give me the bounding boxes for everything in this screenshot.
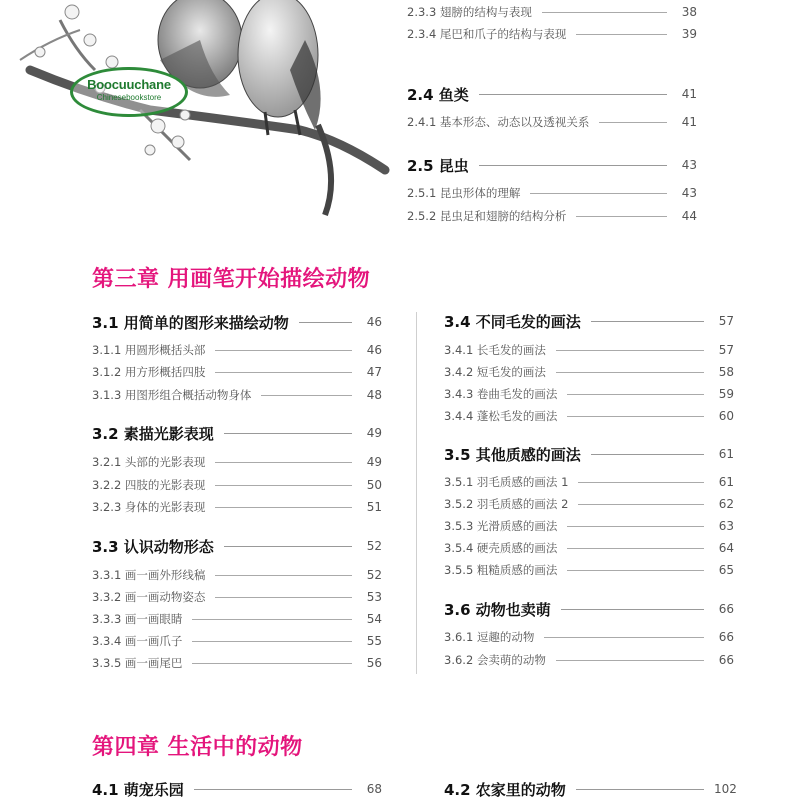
chapter-3-title: 第三章 用画笔开始描绘动物 — [92, 267, 371, 292]
toc-subentry[interactable] — [444, 628, 734, 646]
subentry-page: 66 — [718, 653, 734, 667]
subentry-title: 2.3.4 尾巴和爪子的结构与表现 — [407, 27, 567, 41]
subentry-page: 41 — [681, 115, 697, 129]
leader-line — [215, 350, 352, 351]
subentry-page: 63 — [718, 519, 734, 533]
leader-line — [576, 789, 704, 790]
subentry-page: 47 — [366, 365, 382, 379]
leader-line — [215, 462, 352, 463]
subentry-page: 39 — [681, 27, 697, 41]
section-page: 61 — [718, 447, 734, 461]
section-page: 41 — [681, 87, 697, 101]
subentry-title: 3.4.4 蓬松毛发的画法 — [444, 409, 558, 423]
toc-section-3-3[interactable] — [92, 535, 382, 557]
toc-subentry[interactable] — [92, 610, 382, 628]
subentry-page: 56 — [366, 656, 382, 670]
leader-line — [556, 372, 704, 373]
toc-section-3-6[interactable] — [444, 598, 734, 620]
toc-subentry[interactable] — [92, 386, 382, 404]
toc-subentry[interactable] — [407, 207, 697, 225]
subentry-title: 3.2.2 四肢的光影表现 — [92, 478, 206, 492]
leader-line — [544, 637, 704, 638]
section-title: 3.6 动物也卖萌 — [444, 600, 551, 619]
section-page: 49 — [366, 426, 382, 440]
subentry-page: 51 — [366, 500, 382, 514]
leader-line — [215, 372, 352, 373]
leader-line — [192, 619, 352, 620]
leader-line — [561, 609, 704, 610]
subentry-title: 3.3.5 画一画尾巴 — [92, 656, 183, 670]
leader-line — [591, 454, 704, 455]
subentry-title: 3.4.2 短毛发的画法 — [444, 365, 546, 379]
leader-line — [224, 433, 352, 434]
subentry-title: 3.2.3 身体的光影表现 — [92, 500, 206, 514]
subentry-title: 3.3.3 画一画眼睛 — [92, 612, 183, 626]
watermark-line1: Boocuuchane — [87, 77, 171, 92]
subentry-title: 3.4.3 卷曲毛发的画法 — [444, 387, 558, 401]
leader-line — [578, 504, 704, 505]
toc-section-3-4[interactable] — [444, 310, 734, 332]
leader-line — [576, 34, 667, 35]
section-page: 102 — [714, 782, 737, 796]
bird-illustration — [0, 0, 395, 230]
leader-line — [192, 641, 352, 642]
subentry-page: 43 — [681, 186, 697, 200]
section-page: 43 — [681, 158, 697, 172]
leader-line — [479, 165, 667, 166]
toc-subentry[interactable] — [444, 495, 734, 513]
subentry-page: 59 — [718, 387, 734, 401]
toc-section-4-1[interactable] — [92, 778, 382, 800]
section-title: 2.4 鱼类 — [407, 85, 469, 104]
subentry-page: 65 — [718, 563, 734, 577]
birds-sketch — [0, 0, 395, 230]
section-page: 66 — [718, 602, 734, 616]
toc-subentry[interactable] — [92, 588, 382, 606]
toc-section-3-1[interactable] — [92, 311, 382, 333]
leader-line — [215, 597, 352, 598]
subentry-title: 2.5.1 昆虫形体的理解 — [407, 186, 521, 200]
section-title: 3.2 素描光影表现 — [92, 424, 214, 443]
leader-line — [224, 546, 352, 547]
subentry-title: 3.5.5 粗糙质感的画法 — [444, 563, 558, 577]
leader-line — [194, 789, 352, 790]
toc-subentry[interactable] — [407, 184, 697, 202]
section-title: 3.5 其他质感的画法 — [444, 445, 581, 464]
subentry-title: 3.1.2 用方形概括四肢 — [92, 365, 206, 379]
subentry-title: 3.5.3 光滑质感的画法 — [444, 519, 558, 533]
leader-line — [556, 660, 704, 661]
toc-subentry[interactable] — [444, 407, 734, 425]
subentry-title: 3.5.4 硬壳质感的画法 — [444, 541, 558, 555]
section-title: 4.1 萌宠乐园 — [92, 780, 184, 799]
leader-line — [567, 570, 704, 571]
subentry-page: 50 — [366, 478, 382, 492]
subentry-title: 3.4.1 长毛发的画法 — [444, 343, 546, 357]
toc-subentry[interactable] — [444, 651, 734, 669]
leader-line — [567, 416, 704, 417]
section-page: 57 — [718, 314, 734, 328]
subentry-title: 3.2.1 头部的光影表现 — [92, 455, 206, 469]
leader-line — [192, 663, 352, 664]
subentry-title: 3.1.3 用图形组合概括动物身体 — [92, 388, 252, 402]
leader-line — [479, 94, 667, 95]
section-title: 3.1 用简单的图形来描绘动物 — [92, 313, 289, 332]
leader-line — [215, 485, 352, 486]
subentry-page: 58 — [718, 365, 734, 379]
toc-subentry[interactable] — [92, 498, 382, 516]
subentry-title: 2.3.3 翅膀的结构与表现 — [407, 5, 532, 19]
leader-line — [215, 575, 352, 576]
subentry-title: 3.3.4 画一画爪子 — [92, 634, 183, 648]
subentry-page: 57 — [718, 343, 734, 357]
toc-subentry[interactable] — [92, 566, 382, 584]
toc-subentry[interactable] — [92, 363, 382, 381]
subentry-title: 3.5.1 羽毛质感的画法 1 — [444, 475, 569, 489]
subentry-page: 60 — [718, 409, 734, 423]
toc-subentry[interactable] — [92, 341, 382, 359]
toc-subentry[interactable] — [407, 3, 697, 21]
subentry-title: 2.4.1 基本形态、动态以及透视关系 — [407, 115, 590, 129]
toc-section-3-5[interactable] — [444, 443, 734, 465]
subentry-page: 55 — [366, 634, 382, 648]
toc-subentry[interactable] — [92, 654, 382, 672]
toc-section-2-5[interactable] — [407, 154, 697, 176]
toc-subentry[interactable] — [407, 113, 697, 131]
subentry-page: 66 — [718, 630, 734, 644]
leader-line — [261, 395, 352, 396]
leader-line — [576, 216, 667, 217]
toc-section-2-4[interactable] — [407, 83, 697, 105]
leader-line — [215, 507, 352, 508]
leader-line — [578, 482, 704, 483]
toc-subentry[interactable] — [92, 453, 382, 471]
toc-subentry[interactable] — [92, 476, 382, 494]
toc-subentry[interactable] — [444, 517, 734, 535]
bookstore-watermark-logo — [70, 67, 188, 117]
subentry-title: 3.6.2 会卖萌的动物 — [444, 653, 546, 667]
subentry-title: 3.5.2 羽毛质感的画法 2 — [444, 497, 569, 511]
subentry-page: 46 — [366, 343, 382, 357]
column-divider — [416, 312, 417, 674]
section-page: 68 — [366, 782, 382, 796]
toc-section-3-2[interactable] — [92, 422, 382, 444]
chapter-4-title: 第四章 生活中的动物 — [92, 735, 303, 760]
subentry-page: 62 — [718, 497, 734, 511]
subentry-page: 49 — [366, 455, 382, 469]
toc-subentry[interactable] — [444, 561, 734, 579]
toc-section-4-2[interactable] — [444, 778, 737, 800]
subentry-page: 53 — [366, 590, 382, 604]
section-page: 52 — [366, 539, 382, 553]
toc-subentry[interactable] — [444, 539, 734, 557]
leader-line — [556, 350, 704, 351]
subentry-page: 54 — [366, 612, 382, 626]
leader-line — [567, 394, 704, 395]
section-title: 3.4 不同毛发的画法 — [444, 312, 581, 331]
subentry-title: 2.5.2 昆虫足和翅膀的结构分析 — [407, 209, 567, 223]
subentry-page: 38 — [681, 5, 697, 19]
subentry-page: 61 — [718, 475, 734, 489]
toc-subentry[interactable] — [444, 385, 734, 403]
subentry-page: 52 — [366, 568, 382, 582]
watermark-line2: Chinesebookstore — [96, 93, 162, 102]
subentry-title: 3.1.1 用圆形概括头部 — [92, 343, 206, 357]
toc-subentry[interactable] — [444, 473, 734, 491]
leader-line — [567, 526, 704, 527]
leader-line — [542, 12, 667, 13]
toc-subentry[interactable] — [444, 363, 734, 381]
subentry-page: 44 — [681, 209, 697, 223]
toc-subentry[interactable] — [92, 632, 382, 650]
toc-subentry[interactable] — [444, 341, 734, 359]
section-title: 2.5 昆虫 — [407, 156, 469, 175]
leader-line — [530, 193, 667, 194]
leader-line — [567, 548, 704, 549]
section-title: 3.3 认识动物形态 — [92, 537, 214, 556]
subentry-title: 3.6.1 逗趣的动物 — [444, 630, 535, 644]
section-title: 4.2 农家里的动物 — [444, 780, 566, 799]
leader-line — [591, 321, 704, 322]
toc-subentry[interactable] — [407, 25, 697, 43]
section-page: 46 — [366, 315, 382, 329]
subentry-title: 3.3.2 画一画动物姿态 — [92, 590, 206, 604]
subentry-page: 64 — [718, 541, 734, 555]
subentry-page: 48 — [366, 388, 382, 402]
leader-line — [299, 322, 352, 323]
subentry-title: 3.3.1 画一画外形线稿 — [92, 568, 206, 582]
leader-line — [599, 122, 667, 123]
